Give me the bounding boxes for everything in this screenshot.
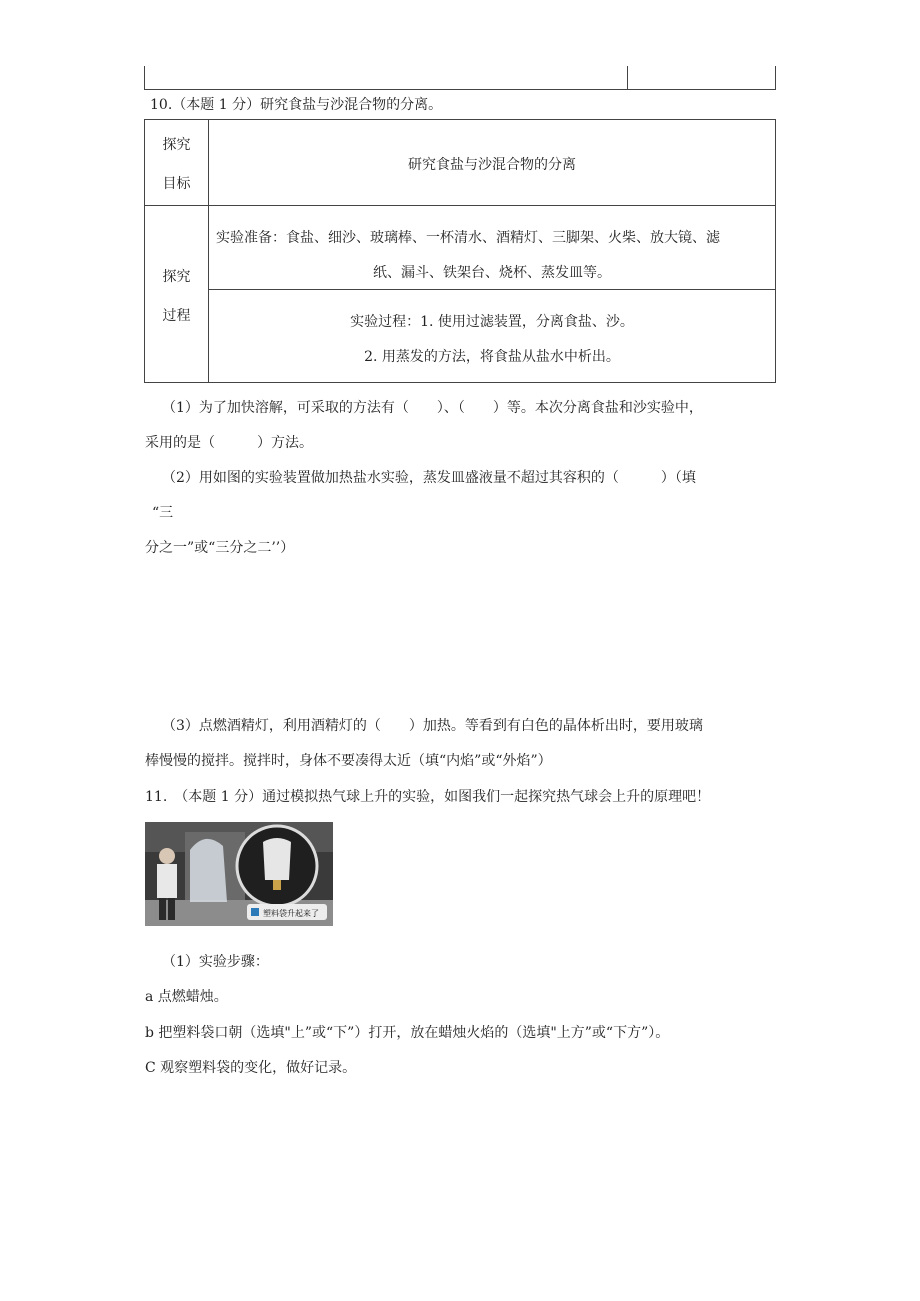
row2-label-a: 探究 <box>162 269 191 285</box>
photo-caption: 塑料袋升起来了 <box>263 909 319 918</box>
q11-step-title: （1）实验步骤： <box>162 954 269 970</box>
row1-label-a: 探究 <box>162 137 191 153</box>
table-top-border <box>144 119 776 120</box>
prev-table-right-border <box>775 66 776 90</box>
q11-step-a: a 点燃蜡烛。 <box>145 989 228 1005</box>
q10-part1-line1: （1）为了加快溶解，可采取的方法有（ ）、（ ）等。本次分离食盐和沙实验中， <box>162 400 703 416</box>
q10-part1-line2: 采用的是（ ）方法。 <box>145 435 313 451</box>
q10-part2-line3: 分之一”或“三分之二’’） <box>145 540 295 556</box>
q10-heading: 10.（本题 1 分）研究食盐与沙混合物的分离。 <box>150 97 443 113</box>
table-row-divider <box>144 205 776 206</box>
q11-heading: 11. （本题 1 分）通过模拟热气球上升的实验，如图我们一起探究热气球会上升的原理吧！ <box>145 789 711 805</box>
row1-content: 研究食盐与沙混合物的分离 <box>408 157 576 173</box>
table-right-border <box>775 119 776 383</box>
q10-part3-line2: 棒慢慢的搅拌。搅拌时，身体不要凑得太近（填“内焰”或“外焰”） <box>145 753 552 769</box>
table-inner-row-divider <box>208 289 776 290</box>
prev-table-mid-border <box>627 66 628 90</box>
row1-label-b: 目标 <box>162 176 191 192</box>
q10-part2-line2: “三 <box>152 505 174 521</box>
proc-line-2: 2. 用蒸发的方法，将食盐从盐水中析出。 <box>364 349 620 365</box>
prep-line-1: 实验准备：食盐、细沙、玻璃棒、一杯清水、酒精灯、三脚架、火柴、放大镜、滤 <box>216 230 720 246</box>
prep-line-2: 纸、漏斗、铁架台、烧杯、蒸发皿等。 <box>373 265 611 281</box>
hot-air-balloon-experiment-photo <box>145 822 333 926</box>
prev-table-bottom-border <box>144 89 776 90</box>
prev-table-left-border <box>144 66 145 90</box>
q11-step-b: b 把塑料袋口朝（选填"上”或“下”）打开，放在蜡烛火焰的（选填"上方”或“下方”）。 <box>145 1025 670 1041</box>
table-left-border <box>144 119 145 383</box>
table-bottom-border <box>144 382 776 383</box>
q10-part2-line1: （2）用如图的实验装置做加热盐水实验，蒸发皿盛液量不超过其容积的（ ）（填 <box>162 470 696 486</box>
proc-line-1: 实验过程：1. 使用过滤装置，分离食盐、沙。 <box>350 314 634 330</box>
q11-step-c: C 观察塑料袋的变化，做好记录。 <box>145 1060 357 1076</box>
q10-part3-line1: （3）点燃酒精灯，利用酒精灯的（ ）加热。等看到有白色的晶体析出时，要用玻璃 <box>162 718 703 734</box>
row2-label-b: 过程 <box>162 308 191 324</box>
